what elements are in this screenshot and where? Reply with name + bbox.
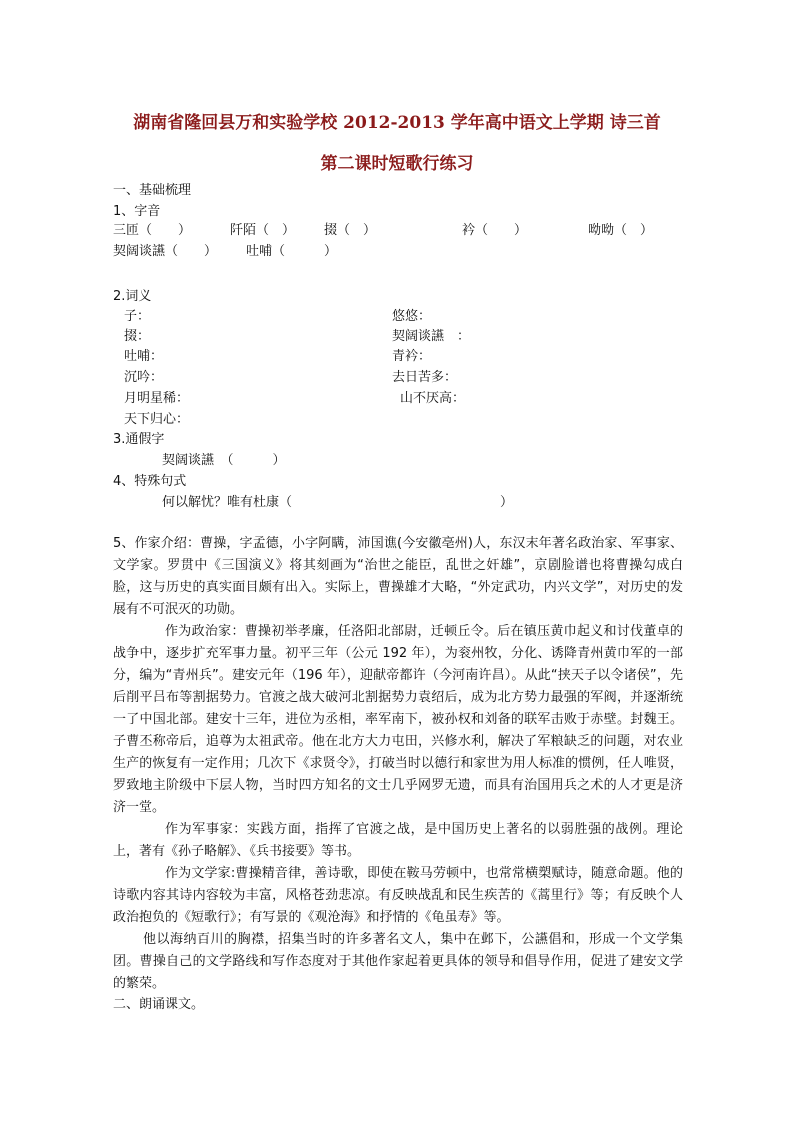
pronunciation-item: 契阔谈讌（ ） [113, 244, 218, 259]
page-title: 湖南省隆回县万和实验学校 2012-2013 学年高中语文上学期 诗三首 [133, 113, 661, 133]
meaning-item: 悠悠： [392, 309, 432, 324]
author-paragraph: 5、作家介绍：曹操，字孟德，小字阿瞒，沛国谯(今安徽亳州)人，东汉末年著名政治家、军事家、文学家。罗贯中《三国演义》将其刻画为“治世之能臣，乱世之奸雄”，京剧脸谱也将曹操勾成白脸，这与历史的真实面目颇有出入。实际上，曹操雄才大略，“外定武功，内兴文学”，对历史的发展有不可泯灭的功勋。 [113, 536, 683, 617]
meaning-item: 掇： [124, 329, 151, 344]
special-syntax-item: 何以解忧？唯有杜康（ ） [162, 495, 514, 510]
special-syntax-label: 4、特殊句式 [113, 474, 187, 489]
meaning-item: 天下归心： [124, 412, 190, 427]
pronunciation-item: 阡陌（ ） [230, 223, 296, 238]
tongjia-label: 3.通假字 [113, 432, 165, 447]
meaning-item: 去日苦多： [392, 370, 458, 385]
meaning-item: 青衿： [392, 349, 432, 364]
meaning-item: 山不厌高： [400, 391, 466, 406]
tongjia-item: 契阔谈讌 （ ） [162, 453, 286, 468]
meaning-item: 月明星稀： [124, 391, 190, 406]
author-paragraph: 作为文学家:曹操精音律，善诗歌，即使在鞍马劳顿中，也常常横槊赋诗，随意命题。他的诗歌内容其诗内容较为丰富，风格苍劲悲凉。有反映战乱和民生疾苦的《蒿里行》等；有反映个人政治抱负的《短歌行》；有写景的《观沧海》和抒情的《龟虽寿》等。 [113, 866, 683, 925]
pronunciation-item: 呦呦（ ） [588, 223, 654, 238]
pronunciation-item: 三匝（ ） [113, 223, 192, 238]
meaning-item: 沉吟： [124, 370, 164, 385]
pronunciation-label: 1、字音 [113, 204, 161, 219]
section-heading-basics: 一、基础梳理 [113, 183, 192, 198]
author-paragraph: 他以海纳百川的胸襟，招集当时的许多著名文人，集中在邺下，公讌倡和，形成一个文学集团。曹操自己的文学路线和写作态度对于其他作家起着更具体的领导和倡导作用，促进了建安文学的繁荣。 [113, 932, 683, 991]
meaning-item: 契阔谈讌 ： [392, 329, 471, 344]
meaning-item: 子： [124, 309, 151, 324]
meaning-item: 吐哺： [124, 349, 164, 364]
meaning-label: 2.词义 [113, 289, 152, 304]
page-subtitle: 第二课时短歌行练习 [320, 154, 474, 174]
pronunciation-item: 衿（ ） [462, 223, 528, 238]
author-intro [113, 533, 683, 995]
pronunciation-item: 掇（ ） [324, 223, 377, 238]
author-paragraph: 作为政治家：曹操初举孝廉，任洛阳北部尉，迁顿丘令。后在镇压黄巾起义和讨伐董卓的战争中，逐步扩充军事力量。初平三年（公元 192 年），为衮州牧，分化、诱降青州黄巾军的一部分，编为“青州兵”。建安元年（196 年），迎献帝都许（今河南许昌）。从此“挟天子以令诸侯”，先后削平吕布等割据势力。官渡之战大破河北割据势力袁绍后，成为北方势力最强的军阀，并逐渐统一了中国北部。建安十三年，进位为丞相，率军南下，被孙权和刘备的联军击败于赤壁。封魏王。子曹丕称帝后，追尊为太祖武帝。他在北方大力屯田，兴修水利，解决了军粮缺乏的问题，对农业生产的恢复有一定作用；几次下《求贤令》，打破当时以德行和家世为用人标准的惯例，任人唯贤，罗致地主阶级中下层人物，当时四方知名的文士几乎网罗无遗，而具有治国用兵之术的人才更是济济一堂。 [113, 624, 683, 815]
pronunciation-item: 吐哺（ ） [246, 244, 338, 259]
author-paragraph: 作为军事家：实践方面，指挥了官渡之战，是中国历史上著名的以弱胜强的战例。理论上，著有《孙子略解》、《兵书接要》等书。 [113, 822, 683, 859]
section-heading-recite: 二、朗诵课文。 [113, 997, 205, 1012]
